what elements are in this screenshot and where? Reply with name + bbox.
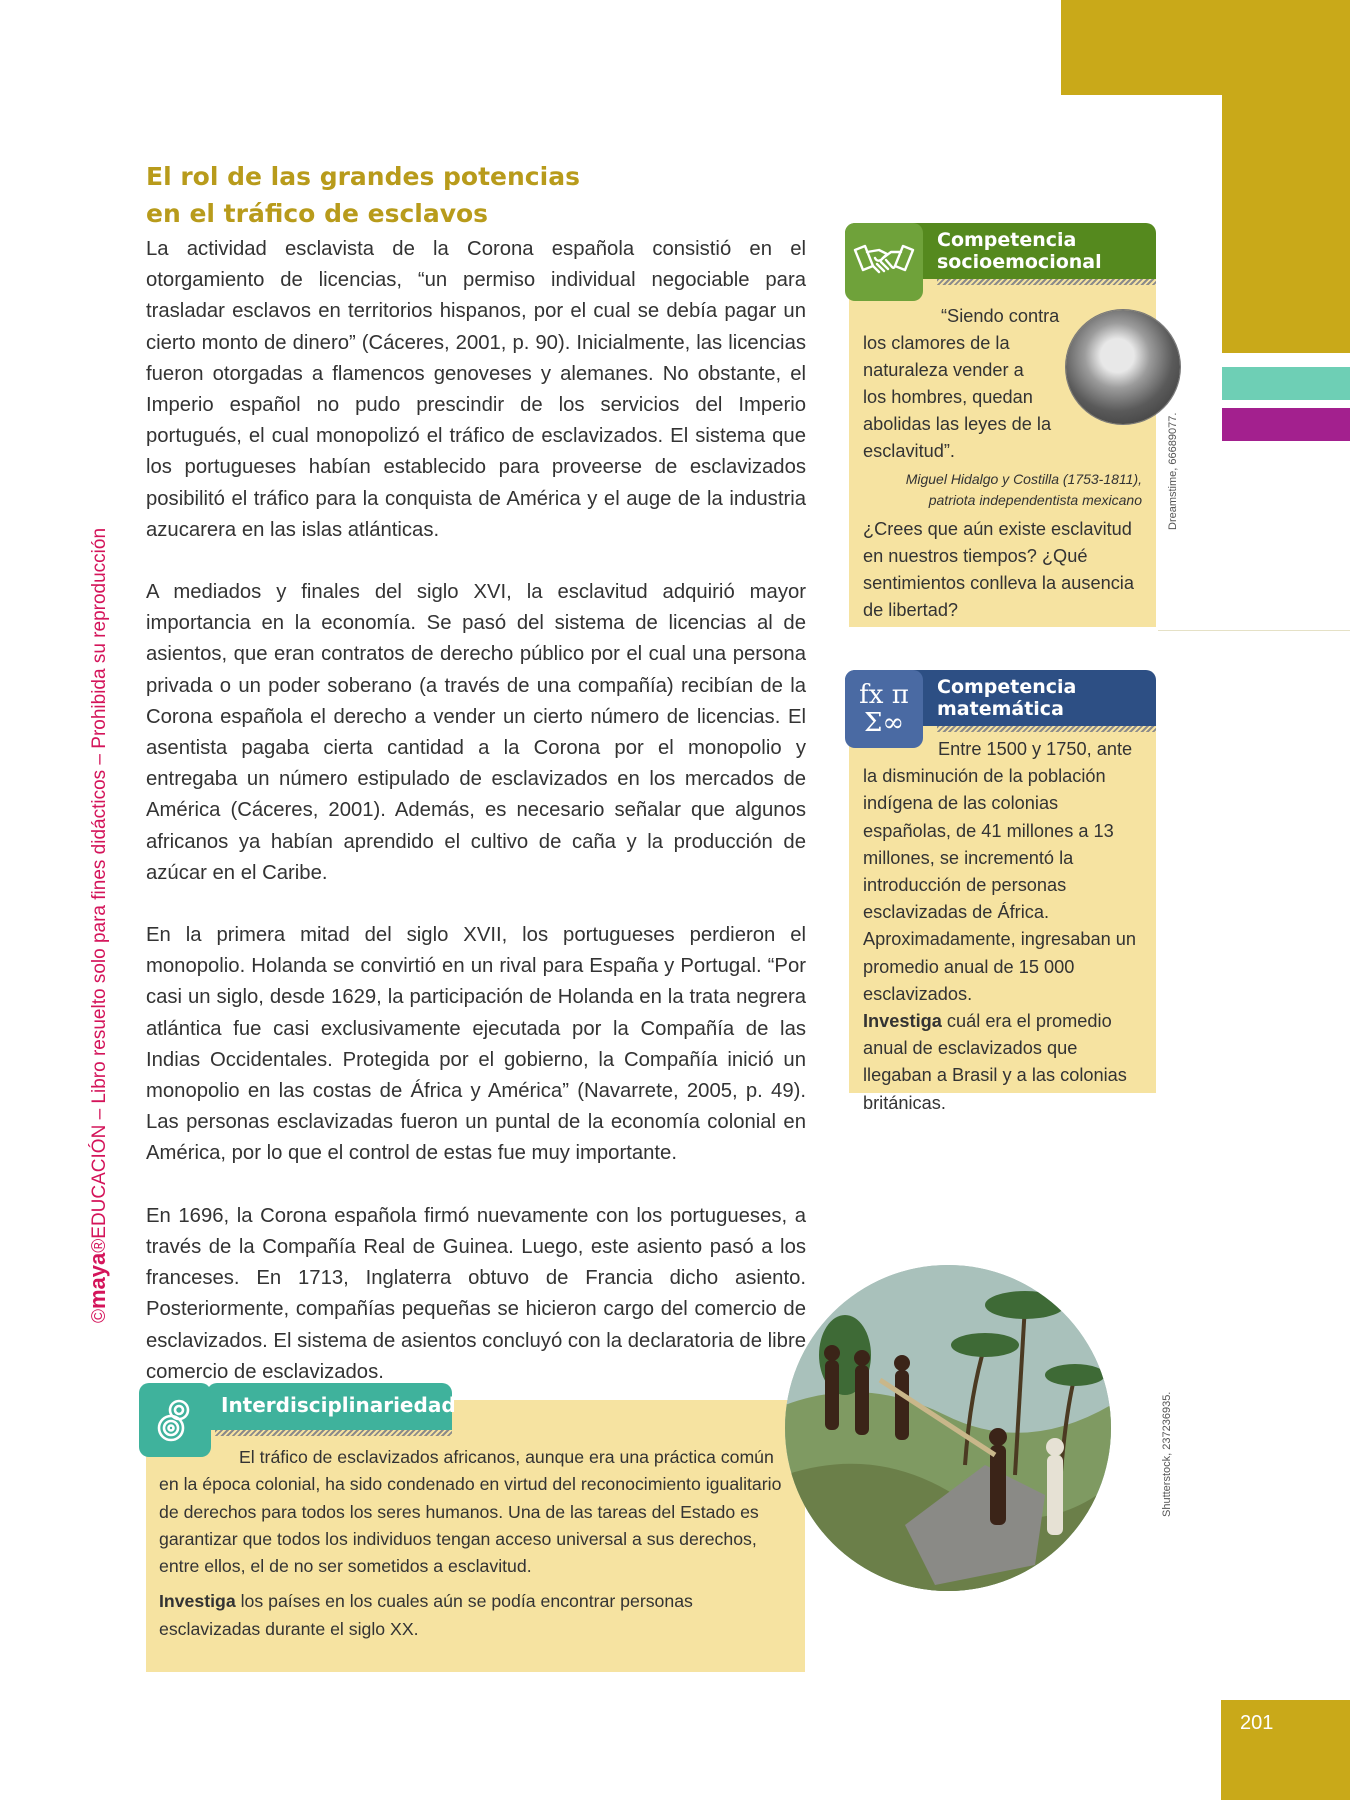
heading-line: Competencia (937, 676, 1077, 698)
attribution-line: Miguel Hidalgo y Costilla (1753-1811), (905, 471, 1142, 487)
hatch-rule (937, 726, 1156, 732)
quote-line: naturaleza vender a (863, 360, 1024, 380)
slave-caravan-illustration (785, 1265, 1111, 1591)
hatch-rule (937, 279, 1156, 285)
heading-line: Competencia (937, 229, 1077, 251)
decorative-band-top (1061, 0, 1350, 95)
paragraph: A mediados y finales del siglo XVI, la esclavitud adquirió mayor importancia en la economía. Se pasó del sistema de licencias al de asientos, que eran contratos de derecho público por el cual una persona privada o un poder soberano (a través de una compañía) recibían de la Corona española el derecho a vender un cierto número de licencias. El asentista pagaba cierta cantidad a la Corona por el monopolio y entregaba un número estipulado de esclavizados en los mercados de América (Cáceres, 2001). Además, es necesario señalar que algunos africanos ya habían aprendido el cultivo de caña y la producción de azúcar en el Caribe. (146, 581, 806, 884)
math-text (863, 736, 1149, 1117)
quote-attribution (906, 469, 1142, 511)
interdisciplinary-text (159, 1444, 789, 1651)
paragraph: La actividad esclavista de la Corona española consistió en el otorgamiento de licencias, “un permiso individual negociable para trasladar esclavos en territorios hispanos, por el cual se debía pagar un cierto monto de dinero” (Cáceres, 2001, p. 90). Inicialmente, las licencias fueron otorgadas a flamencos genoveses y alemanes. No obstante, el Imperio español no pudo prescindir de los servicios del Imperio portugués, el cual monopolizó el tráfico de esclavizados. El sistema que los portugueses habían establecido para proveerse de esclavizados posibilitó el tráfico para la conquista de América y el auge de la industria azucarera en las islas atlánticas. (146, 238, 806, 541)
investiga-text: cuál era el promedio anual de esclavizados que llegaban a Brasil y a las colonias británicas. (863, 1011, 1127, 1113)
math-box (849, 726, 1156, 1113)
math-paragraph: Entre 1500 y 1750, ante la disminución de la población indígena de las colonias españolas, de 41 millones a 13 millones, se incrementó la introducción de personas esclavizadas de África. Aproximadamente, ingresaban un promedio anual de 15 000 esclavizados. (863, 739, 1136, 1004)
hidalgo-portrait (1066, 310, 1180, 424)
quote-line: “Siendo contra (941, 306, 1060, 326)
investiga-text: los países en los cuales aún se podía encontrar personas esclavizadas durante el siglo XX. (159, 1591, 693, 1639)
socioemotional-title (937, 229, 1102, 273)
title-line-2: en el tráfico de esclavos (146, 199, 489, 228)
decorative-band-teal (1222, 367, 1350, 400)
investiga-label: Investiga (863, 1011, 942, 1032)
socioemotional-header (845, 223, 1156, 279)
copyright-symbol: © (89, 1309, 110, 1323)
illustration-credit: Shutterstock, 237236935. (1161, 1391, 1173, 1517)
brand-name: maya (85, 1252, 110, 1309)
interdisciplinary-title: Interdisciplinariedad (221, 1393, 456, 1417)
heading-line: matemática (937, 698, 1064, 720)
math-symbols-top: fx π (859, 680, 909, 710)
main-text (146, 234, 806, 1419)
attribution-line: patriota independentista mexicano (928, 492, 1142, 508)
paragraph: En la primera mitad del siglo XVII, los portugueses perdieron el monopolio. Holanda se convirtió en un rival para España y Portugal. “Por casi un siglo, desde 1629, la participación de Holanda en la trata negrera atlántica fue casi exclusivamente ejecutada por la Compañía de las Indias Occidentales. Protegida por el gobierno, la Compañía inició un monopolio en las costas de África y América” (Navarrete, 2005, p. 49). Las personas esclavizadas fueron un puntal de la economía colonial en América, por lo que el control de estas fue muy importante. (146, 924, 806, 1165)
photo-credit: Dreamstime, 66689077. (1167, 412, 1179, 530)
math-symbols-bottom: Σ∞ (863, 708, 905, 738)
interdisciplinary-paragraph: El tráfico de esclavizados africanos, aunque era una práctica común en la época colonial, ha sido condenado en virtud del reconocimiento igualitario de derechos para todos los seres humanos. Una de las tareas del Estado es garantizar que todos los individuos tengan acceso universal a sus derechos, entre ellos, el de no ser sometidos a esclavitud. (159, 1447, 782, 1577)
section-title (146, 158, 706, 232)
page-number: 201 (1240, 1712, 1274, 1734)
math-symbols-icon (845, 670, 923, 748)
investiga-label: Investiga (159, 1591, 236, 1612)
paragraph: En 1696, la Corona española firmó nuevamente con los portugueses, a través de la Compañía Real de Guinea. Luego, este asiento pasó a los franceses. En 1713, Inglaterra obtuvo de Francia dicho asiento. Posteriormente, compañías pequeñas se hicieron cargo del comercio de esclavizados. El sistema de asientos concluyó con la declaratoria de libre comercio de esclavizados. (146, 1204, 806, 1383)
quote-line: los hombres, quedan (863, 387, 1033, 407)
hatch-rule (215, 1430, 452, 1436)
decorative-band-right (1222, 95, 1350, 353)
decorative-band-magenta (1222, 408, 1350, 441)
copyright-notice (85, 528, 111, 1323)
math-header (845, 670, 1156, 738)
title-line-1: El rol de las grandes potencias (146, 162, 580, 191)
handshake-icon (845, 223, 923, 301)
reflection-question: ¿Crees que aún existe esclavitud en nuestros tiempos? ¿Qué sentimientos conlleva la ausencia de libertad? (863, 519, 1134, 620)
quote-line: esclavitud”. (863, 441, 955, 461)
quote-line: abolidas las leyes de la (863, 414, 1052, 434)
divider (1158, 630, 1350, 631)
math-title (937, 676, 1076, 720)
copyright-text: ®EDUCACIÓN – Libro resuelto solo para fines didácticos – Prohibida su reproducción (89, 527, 110, 1253)
heading-line: socioemocional (937, 251, 1102, 273)
interdisciplinary-header (207, 1383, 456, 1430)
quote-line: los clamores de la (863, 333, 1010, 353)
